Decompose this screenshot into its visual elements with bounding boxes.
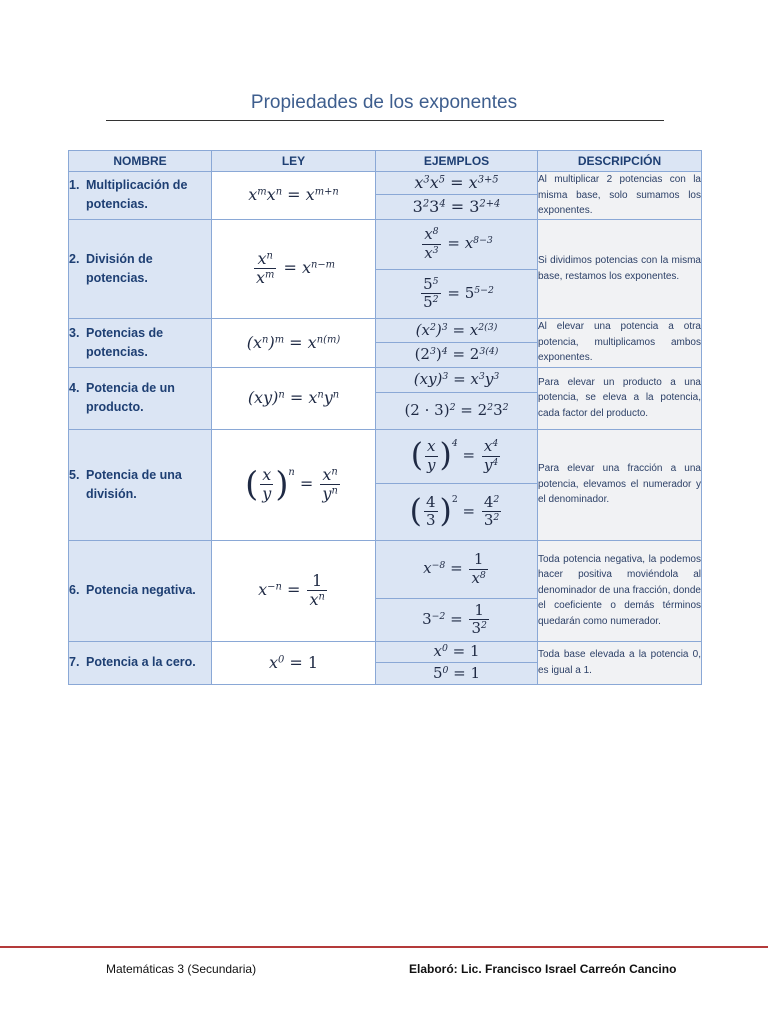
row-law: $(x^n)^m = x^{n(m)}$ (212, 318, 376, 367)
row-name: 5. Potencia de una división. (69, 429, 212, 540)
row-example: $(2^3)^4 = 2^{3(4)}$ (376, 342, 538, 367)
table-row (69, 318, 702, 342)
footer-course: Matemáticas 3 (Secundaria) (106, 962, 257, 976)
row-example: $(xy)^3 = x^3y^3$ (376, 367, 538, 392)
exponent-properties-table (68, 150, 702, 685)
row-example: $(2 \cdot 3)^2 = 2^23^2$ (376, 392, 538, 429)
table-row (69, 641, 702, 662)
row-name: 3. Potencias de potencias. (69, 318, 212, 367)
row-example: $x^3x^5 = x^{3+5}$ (376, 172, 538, 195)
row-description: Toda base elevada a la potencia 0, es igual a 1. (538, 641, 702, 684)
row-name: 1. Multiplicación de potencias. (69, 172, 212, 220)
row-law: $x^mx^n = x^{m+n}$ (212, 172, 376, 220)
row-name: 7. Potencia a la cero. (69, 641, 212, 684)
row-name: 6. Potencia negativa. (69, 540, 212, 641)
row-example: $\frac{x^8}{x^3}$ = $x^{8-3}$ (376, 219, 538, 269)
document-title: Propiedades de los exponentes (250, 92, 518, 113)
table-row (69, 429, 702, 483)
row-description: Para elevar una fracción a una potencia, elevamos el numerador y el denominador. (538, 429, 702, 540)
row-description: Para elevar un producto a una potencia, se eleva a la potencia, cada factor del producto. (538, 367, 702, 429)
row-example: $3^23^4 = 3^{2+4}$ (376, 195, 538, 219)
row-example: ( $\frac{4}{3}$ )2 = $\frac{4^2}{3^2}$ (376, 483, 538, 540)
footer-divider (0, 946, 768, 948)
header-row (69, 151, 702, 172)
table-row (69, 367, 702, 392)
row-example: ( $\frac{x}{y}$ )4 = $\frac{x^4}{y^4}$ (376, 429, 538, 483)
header-nombre: NOMBRE (69, 151, 212, 172)
row-example: $\frac{5^5}{5^2}$ = $5^{5-2}$ (376, 269, 538, 318)
table-row (69, 172, 702, 195)
table-row (69, 219, 702, 269)
row-example: $(x^2)^3 = x^{2(3)}$ (376, 318, 538, 342)
row-law: $(xy)^n = x^ny^n$ (212, 367, 376, 429)
table-row (69, 540, 702, 598)
row-description: Al multiplicar 2 potencias con la misma base, solo sumamos los exponentes. (538, 172, 702, 220)
title-underline (106, 120, 664, 121)
footer-author: Elaboró: Lic. Francisco Israel Carreón Cancino (409, 962, 677, 976)
header-ley: LEY (212, 151, 376, 172)
header-ejemplos: EJEMPLOS (376, 151, 538, 172)
row-name: 2. División de potencias. (69, 219, 212, 318)
row-law: $x^0 = 1$ (212, 641, 376, 684)
header-descripcion: DESCRIPCIÓN (538, 151, 702, 172)
row-example: $3^{-2}$ = $\frac{1}{3^2}$ (376, 598, 538, 641)
row-law: $\frac{x^n}{x^m}$ = $x^{n-m}$ (212, 219, 376, 318)
row-example: $x^{-8}$ = $\frac{1}{x^8}$ (376, 540, 538, 598)
row-description: Al elevar una potencia a otra potencia, multiplicamos ambos exponentes. (538, 318, 702, 367)
row-law: ( $\frac{x}{y}$ )n = $\frac{x^n}{y^n}$ (212, 429, 376, 540)
row-name: 4. Potencia de un producto. (69, 367, 212, 429)
row-description: Toda potencia negativa, la podemos hacer positiva moviéndola al denominador de una fracción, donde el coeficiente o demás términos quedarán como numerador. (538, 540, 702, 641)
row-law: $x^{-n}$ = $\frac{1}{x^n}$ (212, 540, 376, 641)
row-example: $x^0 = 1$ (376, 641, 538, 662)
row-example: $5^0 = 1$ (376, 662, 538, 684)
row-description: Si dividimos potencias con la misma base, restamos los exponentes. (538, 219, 702, 318)
